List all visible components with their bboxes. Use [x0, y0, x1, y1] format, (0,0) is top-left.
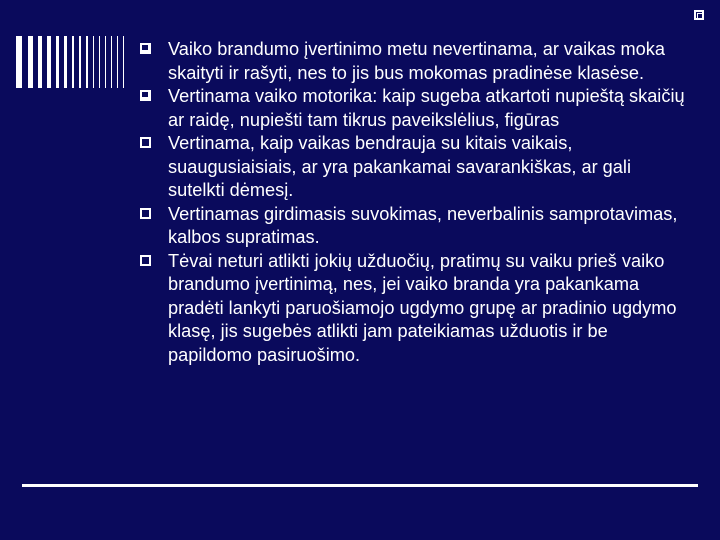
bullet-text: Vertinamas girdimasis suvokimas, neverbalinis samprotavimas, kalbos supratimas.: [168, 203, 678, 247]
filled-square-bullet-icon: [140, 43, 151, 54]
hollow-square-bullet-icon: [140, 255, 151, 266]
bullet-list: [140, 38, 688, 367]
bullet-item: [140, 250, 688, 368]
bullet-text: Vaiko brandumo įvertinimo metu nevertinama, ar vaikas moka skaityti ir rašyti, nes to jis bus mokomas pradinėse klasėse.: [168, 39, 666, 83]
bullet-item: [140, 85, 688, 132]
hollow-square-bullet-icon: [140, 208, 151, 219]
bullet-item: [140, 203, 688, 250]
bullet-text: Vertinama, kaip vaikas bendrauja su kitais vaikais, suaugusiaisiais, ar yra pakankamai savarankiškas, ar gali sutelkti dėmesį.: [168, 133, 631, 200]
hollow-square-bullet-icon: [140, 137, 151, 148]
filled-square-bullet-icon: [140, 90, 151, 101]
slide-content: [140, 38, 688, 367]
bullet-item: [140, 38, 688, 85]
corner-square-decoration: [694, 10, 704, 20]
bullet-text: Vertinama vaiko motorika: kaip sugeba atkartoti nupieštą skaičių ar raidę, nupiešti tam tikrus paveikslėlius, figūras: [168, 86, 685, 130]
bullet-text: Tėvai neturi atlikti jokių užduočių, pratimų su vaiku prieš vaiko brandumo įvertinimą, nes, jei vaiko branda yra pakankama pradėti lankyti paruošiamojo ugdymo grupę ar pradinio ugdymo klasę, jis sugebės atlikti jam pateikiamas užduotis ir be papildomo pasiruošimo.: [168, 250, 677, 365]
bottom-divider: [22, 484, 698, 487]
bullet-item: [140, 132, 688, 203]
